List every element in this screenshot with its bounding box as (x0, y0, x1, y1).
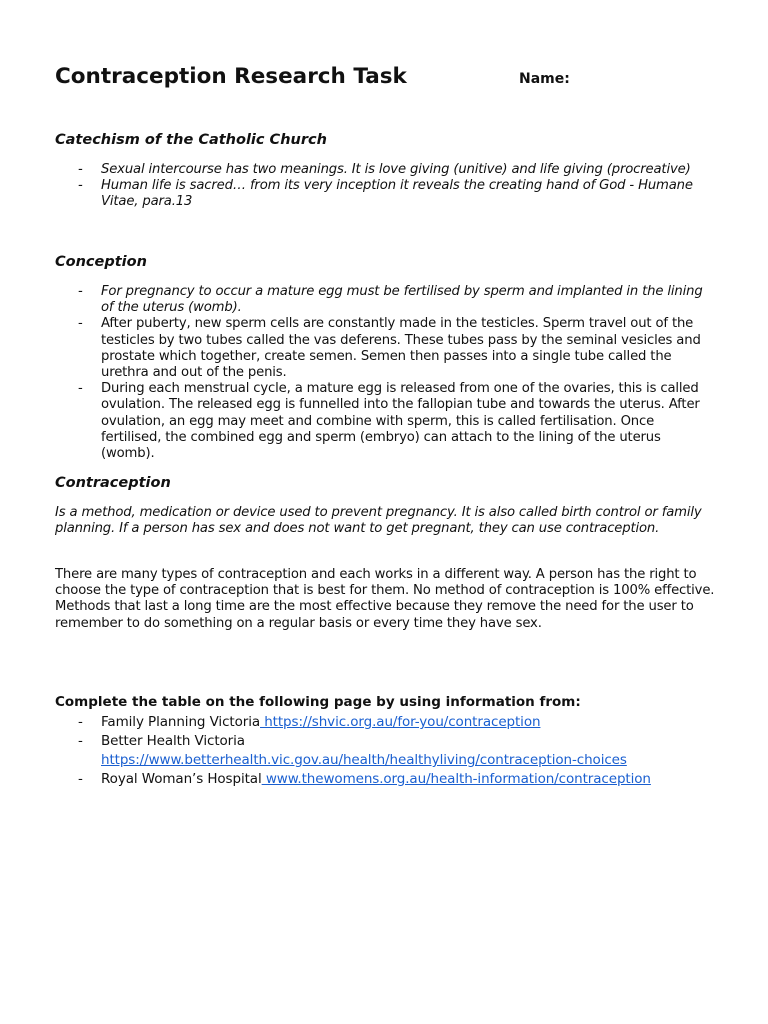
contraception-body: There are many types of contraception and each works in a different way. A person has the right to choose the type of contraception that is best for them. No method of contraception is 100% effective. Methods that last a long time are the most effective because they remove the need for the user to remember to do something on a regular basis or every time they have sex. (55, 567, 715, 631)
list-item: - During each menstrual cycle, a mature egg is released from one of the ovaries, this is called ovulation. The released egg is funnelled into the fallopian tube and towards the uterus. After ovulation, an egg may meet and combine with sperm, this is called fertilisation. Once fertilised, the combined egg and sperm (embryo) can attach to the lining of the uterus (womb). (55, 381, 717, 462)
source-name: Royal Woman’s Hospital (101, 771, 262, 787)
catechism-list (55, 162, 717, 211)
source-name: Better Health Victoria (101, 733, 245, 749)
name-label: Name: (519, 71, 570, 87)
source-link[interactable]: https://shvic.org.au/for-you/contraception (260, 714, 541, 730)
source-item (55, 713, 735, 732)
source-link[interactable]: www.thewomens.org.au/health-information/contraception (261, 771, 651, 787)
conception-heading: Conception (55, 254, 147, 270)
list-item: - For pregnancy to occur a mature egg must be fertilised by sperm and implanted in the lining of the uterus (womb). (55, 284, 717, 316)
list-item: - Human life is sacred… from its very inception it reveals the creating hand of God - Humane Vitae, para.13 (55, 178, 717, 210)
contraception-definition: Is a method, medication or device used to prevent pregnancy. It is also called birth control or family planning. If a person has sex and does not want to get pregnant, they can use contraception. (55, 505, 702, 537)
sources-list (55, 713, 735, 789)
source-link[interactable]: https://www.betterhealth.vic.gov.au/health/healthyliving/contraception-choices (101, 752, 627, 768)
source-item (55, 770, 735, 789)
instructions-text: Complete the table on the following page by using information from: (55, 694, 581, 710)
source-name: Family Planning Victoria (101, 714, 261, 730)
source-item (55, 732, 735, 770)
conception-list (55, 284, 717, 462)
list-item: - After puberty, new sperm cells are constantly made in the testicles. Sperm travel out of the testicles by two tubes called the vas deferens. These tubes pass by the seminal vesicles and prostate which together, create semen. Semen then passes into a single tube called the urethra and out of the penis. (55, 316, 717, 381)
list-item: - Sexual intercourse has two meanings. It is love giving (unitive) and life giving (procreative) (55, 162, 717, 178)
contraception-heading: Contraception (55, 475, 171, 491)
page-title: Contraception Research Task (55, 64, 407, 89)
catechism-heading: Catechism of the Catholic Church (55, 132, 327, 148)
